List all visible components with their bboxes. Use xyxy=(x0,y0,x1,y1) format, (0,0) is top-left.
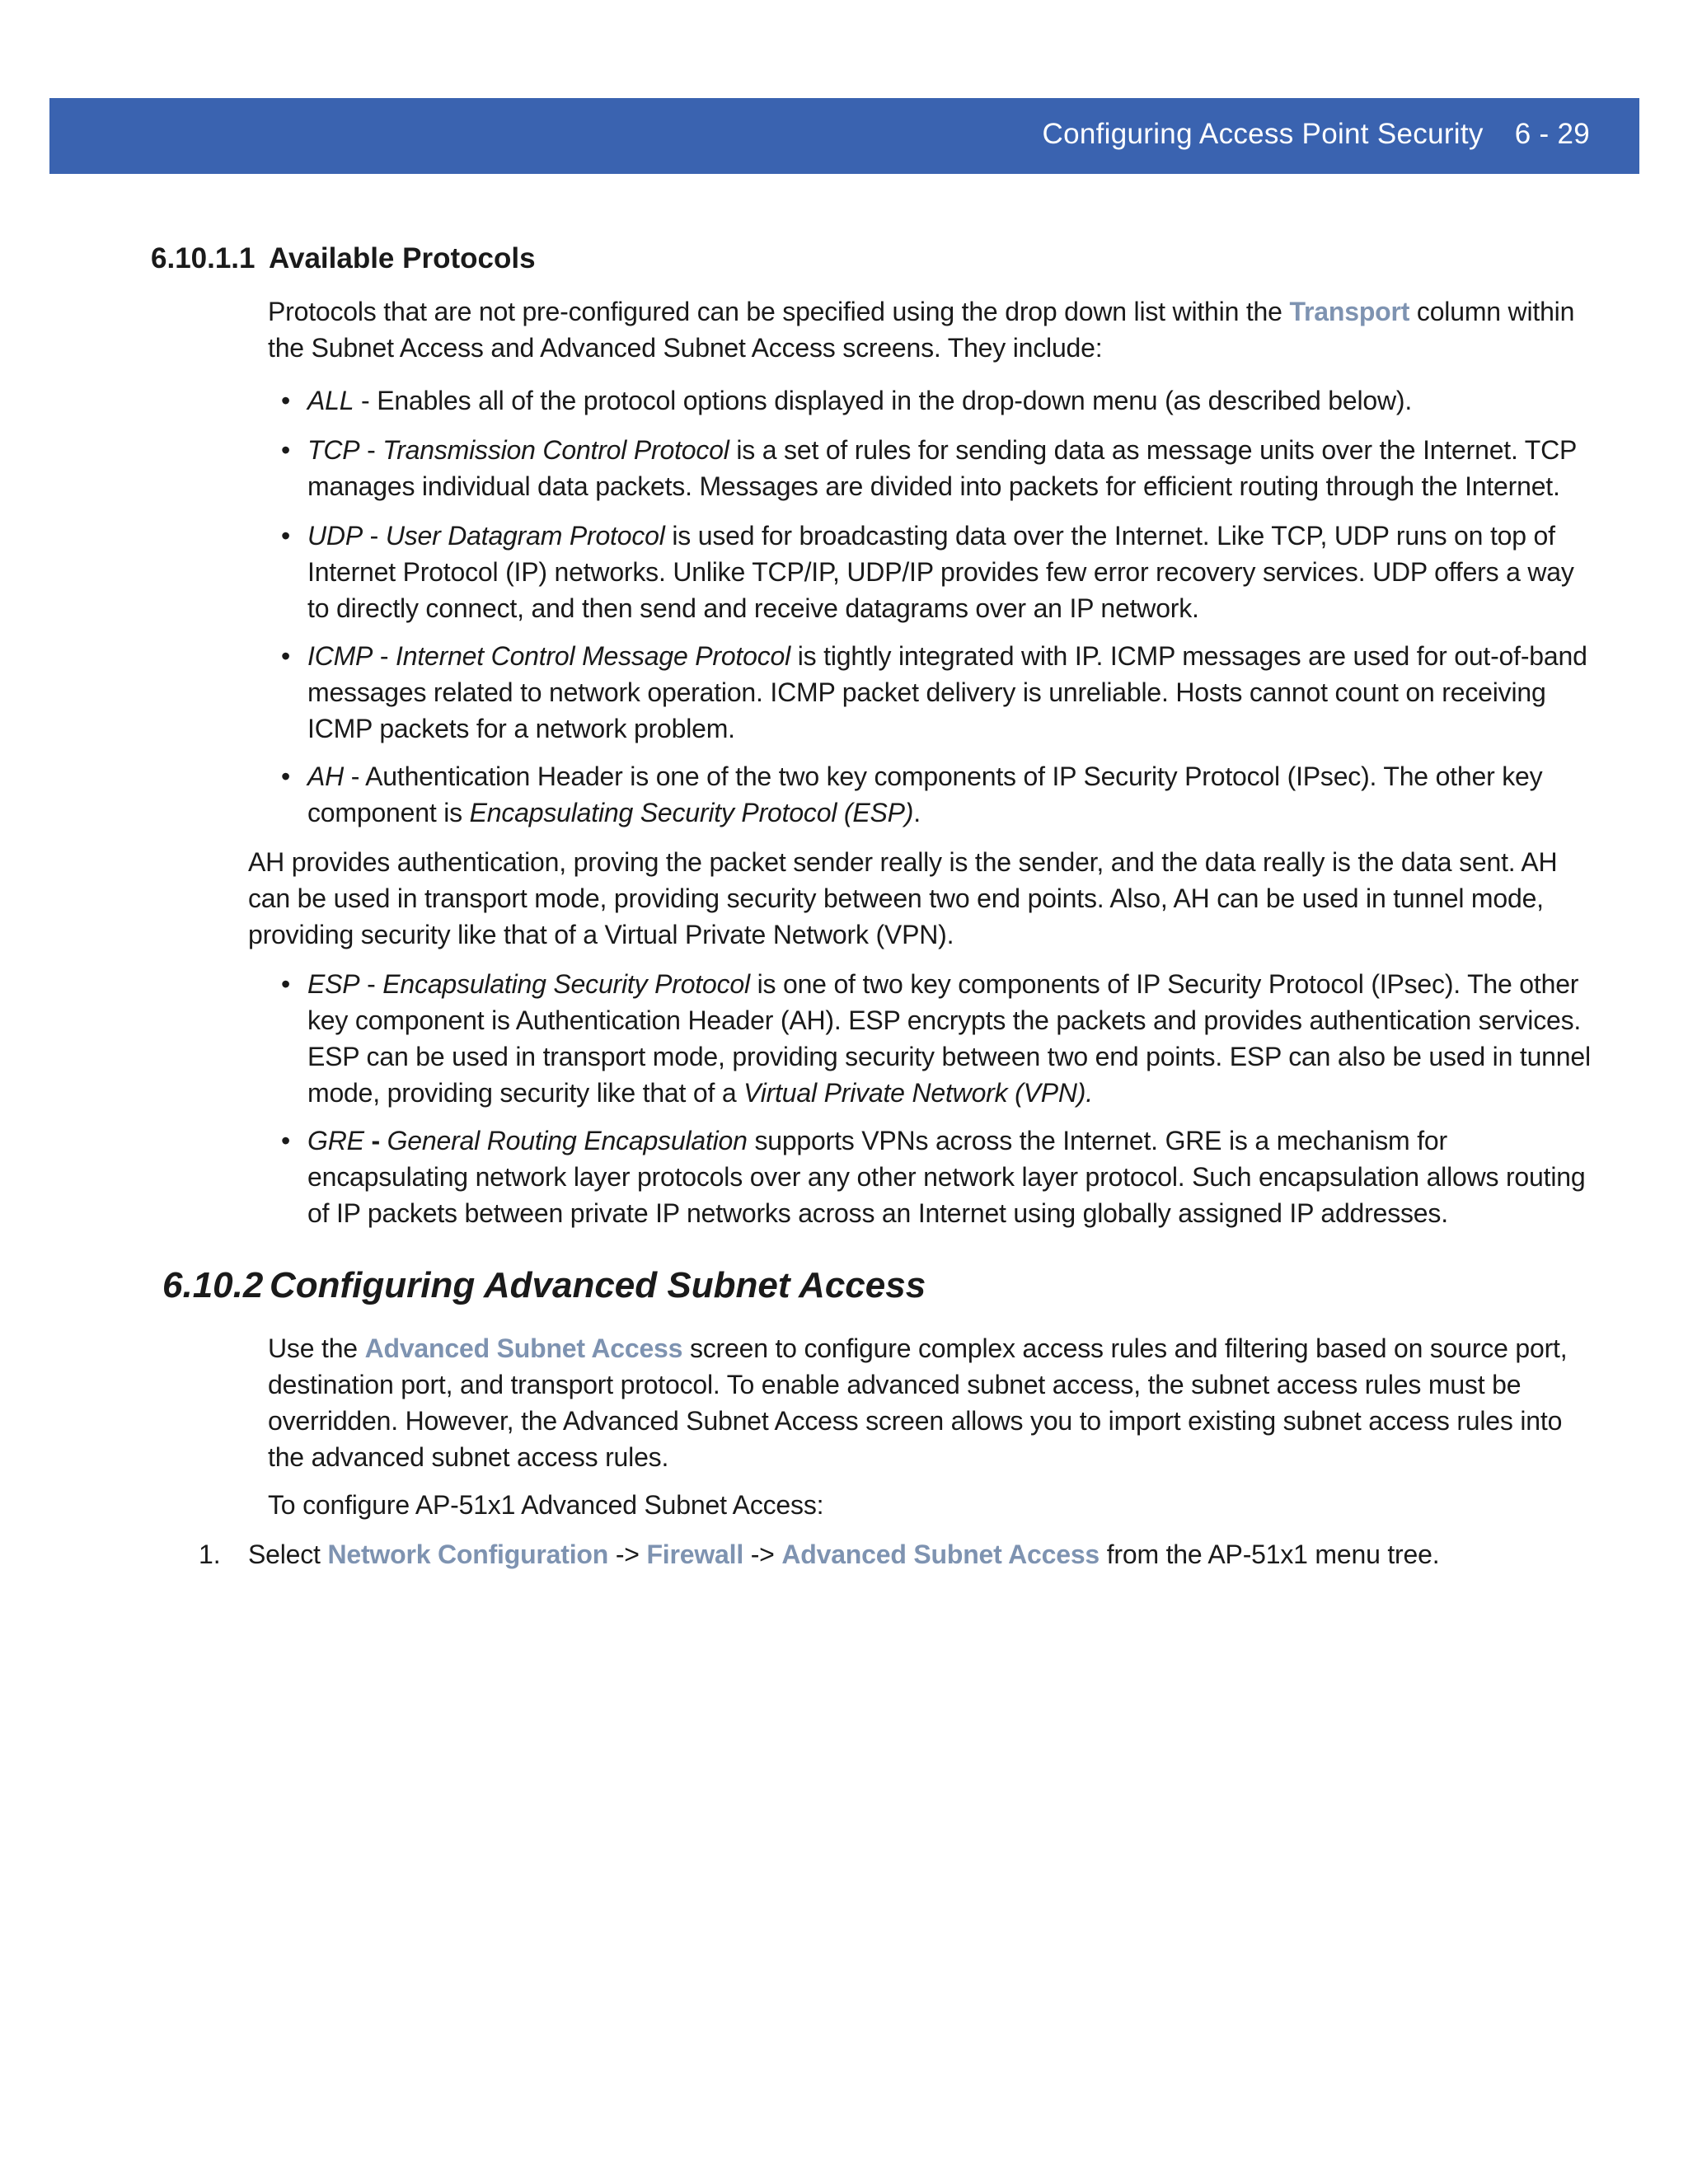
bullet-term: GRE xyxy=(307,1126,364,1155)
bullet-text: Enables all of the protocol options displayed in the drop-down menu (as described below). xyxy=(377,386,1413,415)
bullet-term-long: User Datagram Protocol xyxy=(385,521,665,551)
intro-paragraph xyxy=(268,293,1595,366)
bullet-term-long: Encapsulating Security Protocol xyxy=(382,969,750,999)
advanced-subnet-access-menu-link: Advanced Subnet Access xyxy=(781,1540,1100,1569)
bullet-term-long: General Routing Encapsulation xyxy=(387,1126,748,1155)
step-arrow: -> xyxy=(743,1540,782,1569)
section-paragraph-2: To configure AP-51x1 Advanced Subnet Access: xyxy=(268,1490,824,1520)
header-section-title: Configuring Access Point Security xyxy=(1042,118,1484,150)
bullet-separator: - xyxy=(373,641,396,671)
step-number: 1. xyxy=(199,1540,221,1569)
page-header xyxy=(49,98,1639,174)
header-text xyxy=(1043,118,1590,151)
bullet-gre xyxy=(281,1122,1592,1231)
header-page-number: 6 - 29 xyxy=(1514,118,1590,150)
advanced-subnet-access-link: Advanced Subnet Access xyxy=(364,1333,683,1363)
transport-link: Transport xyxy=(1289,297,1410,326)
step-text-before: Select xyxy=(248,1540,328,1569)
bullet-dot: • xyxy=(281,521,291,551)
bullet-dot: • xyxy=(281,762,291,791)
section-title: Configuring Advanced Subnet Access xyxy=(270,1265,926,1305)
firewall-link: Firewall xyxy=(646,1540,744,1569)
step-text-after: from the AP-51x1 menu tree. xyxy=(1100,1540,1440,1569)
subsection-title: Available Protocols xyxy=(269,242,536,274)
bullet-dot: • xyxy=(281,386,291,415)
bullet-text: is a set of rules for sending data as message units over the Internet. TCP manages individual data packets. Messages are divided into packets for efficient routing through the Internet. xyxy=(307,435,1577,501)
bullet-term-long: Transmission Control Protocol xyxy=(382,435,729,465)
bullet-dot: • xyxy=(281,435,291,465)
ah-paragraph: AH provides authentication, proving the packet sender really is the sender, and the data really is the data sent. AH can be used in transport mode, providing security between two end points. Also, AH can be used in tunnel mode, providing security like that of a Virtual Private Network (VPN). xyxy=(248,847,1558,949)
bullet-dot: • xyxy=(281,641,291,671)
bullet-tail-italic: Encapsulating Security Protocol (ESP) xyxy=(469,798,914,827)
bullet-all xyxy=(281,382,1592,419)
p1-text-before: Use the xyxy=(268,1333,365,1363)
section-heading xyxy=(162,1265,926,1305)
section-number: 6.10.2 xyxy=(162,1265,264,1305)
bullet-term: AH xyxy=(307,762,345,791)
bullet-separator: - xyxy=(363,1126,387,1155)
step-arrow: -> xyxy=(608,1540,647,1569)
bullet-text: supports VPNs across the Internet. GRE is a mechanism for encapsulating network layer protocols over any other network layer protocol. Such encapsulation allows routing of IP packets between private IP networks across an Internet using globally assigned IP addresses. xyxy=(307,1126,1586,1228)
subsection-heading xyxy=(151,241,536,277)
intro-text-before: Protocols that are not pre-configured can be specified using the drop down list within the xyxy=(268,297,1290,326)
subsection-number: 6.10.1.1 xyxy=(151,242,256,274)
bullet-esp xyxy=(281,966,1592,1111)
bullet-term: TCP xyxy=(307,435,360,465)
bullet-term: ALL xyxy=(307,386,354,415)
network-configuration-link: Network Configuration xyxy=(327,1540,609,1569)
bullet-dot: • xyxy=(281,1126,291,1155)
bullet-separator: - xyxy=(359,969,383,999)
step-1 xyxy=(248,1536,1595,1572)
bullet-text: is tightly integrated with IP. ICMP messages are used for out-of-band messages related to network operation. ICMP packet delivery is unreliable. Hosts cannot count on receiving ICMP packets for a network problem. xyxy=(307,641,1587,743)
bullet-term: UDP xyxy=(307,521,363,551)
intro-text-after: column within the Subnet Access and Advanced Subnet Access screens. They include: xyxy=(268,297,1575,363)
bullet-separator: - xyxy=(344,762,366,791)
bullet-text: Authentication Header is one of the two key components of IP Security Protocol (IPsec). The other key component is xyxy=(307,762,1543,827)
bullet-dot: • xyxy=(281,969,291,999)
bullet-separator: - xyxy=(354,386,377,415)
bullet-term: ESP xyxy=(307,969,360,999)
bullet-text: is used for broadcasting data over the Internet. Like TCP, UDP runs on top of Internet Protocol (IP) networks. Unlike TCP/IP, UDP/IP provides few error recovery services. UDP offers a way to directly connect, and then send and receive datagrams over an IP network. xyxy=(307,521,1574,623)
p1-text-after: screen to configure complex access rules and filtering based on source port, destination port, and transport protocol. To enable advanced subnet access, the subnet access rules must be overridden. However, the Advanced Subnet Access screen allows you to import existing subnet access rules into the advanced subnet access rules. xyxy=(268,1333,1568,1472)
bullet-icmp xyxy=(281,638,1592,747)
bullet-ah xyxy=(281,758,1592,831)
bullet-tcp xyxy=(281,432,1592,504)
bullet-separator: - xyxy=(359,435,383,465)
bullet-text: is one of two key components of IP Security Protocol (IPsec). The other key component is Authentication Header (AH). ESP encrypts the packets and provides authentication services. ESP can be used in transport mode, providing security between two end points. ESP can also be used in tunnel mode, providing security like that of a xyxy=(307,969,1591,1108)
bullet-tail-italic: Virtual Private Network (VPN). xyxy=(743,1078,1093,1108)
bullet-term: ICMP xyxy=(307,641,373,671)
bullet-separator: - xyxy=(362,521,386,551)
bullet-udp xyxy=(281,518,1592,626)
section-paragraph-1 xyxy=(268,1330,1595,1475)
bullet-tail: . xyxy=(913,798,921,827)
bullet-term-long: Internet Control Message Protocol xyxy=(396,641,791,671)
